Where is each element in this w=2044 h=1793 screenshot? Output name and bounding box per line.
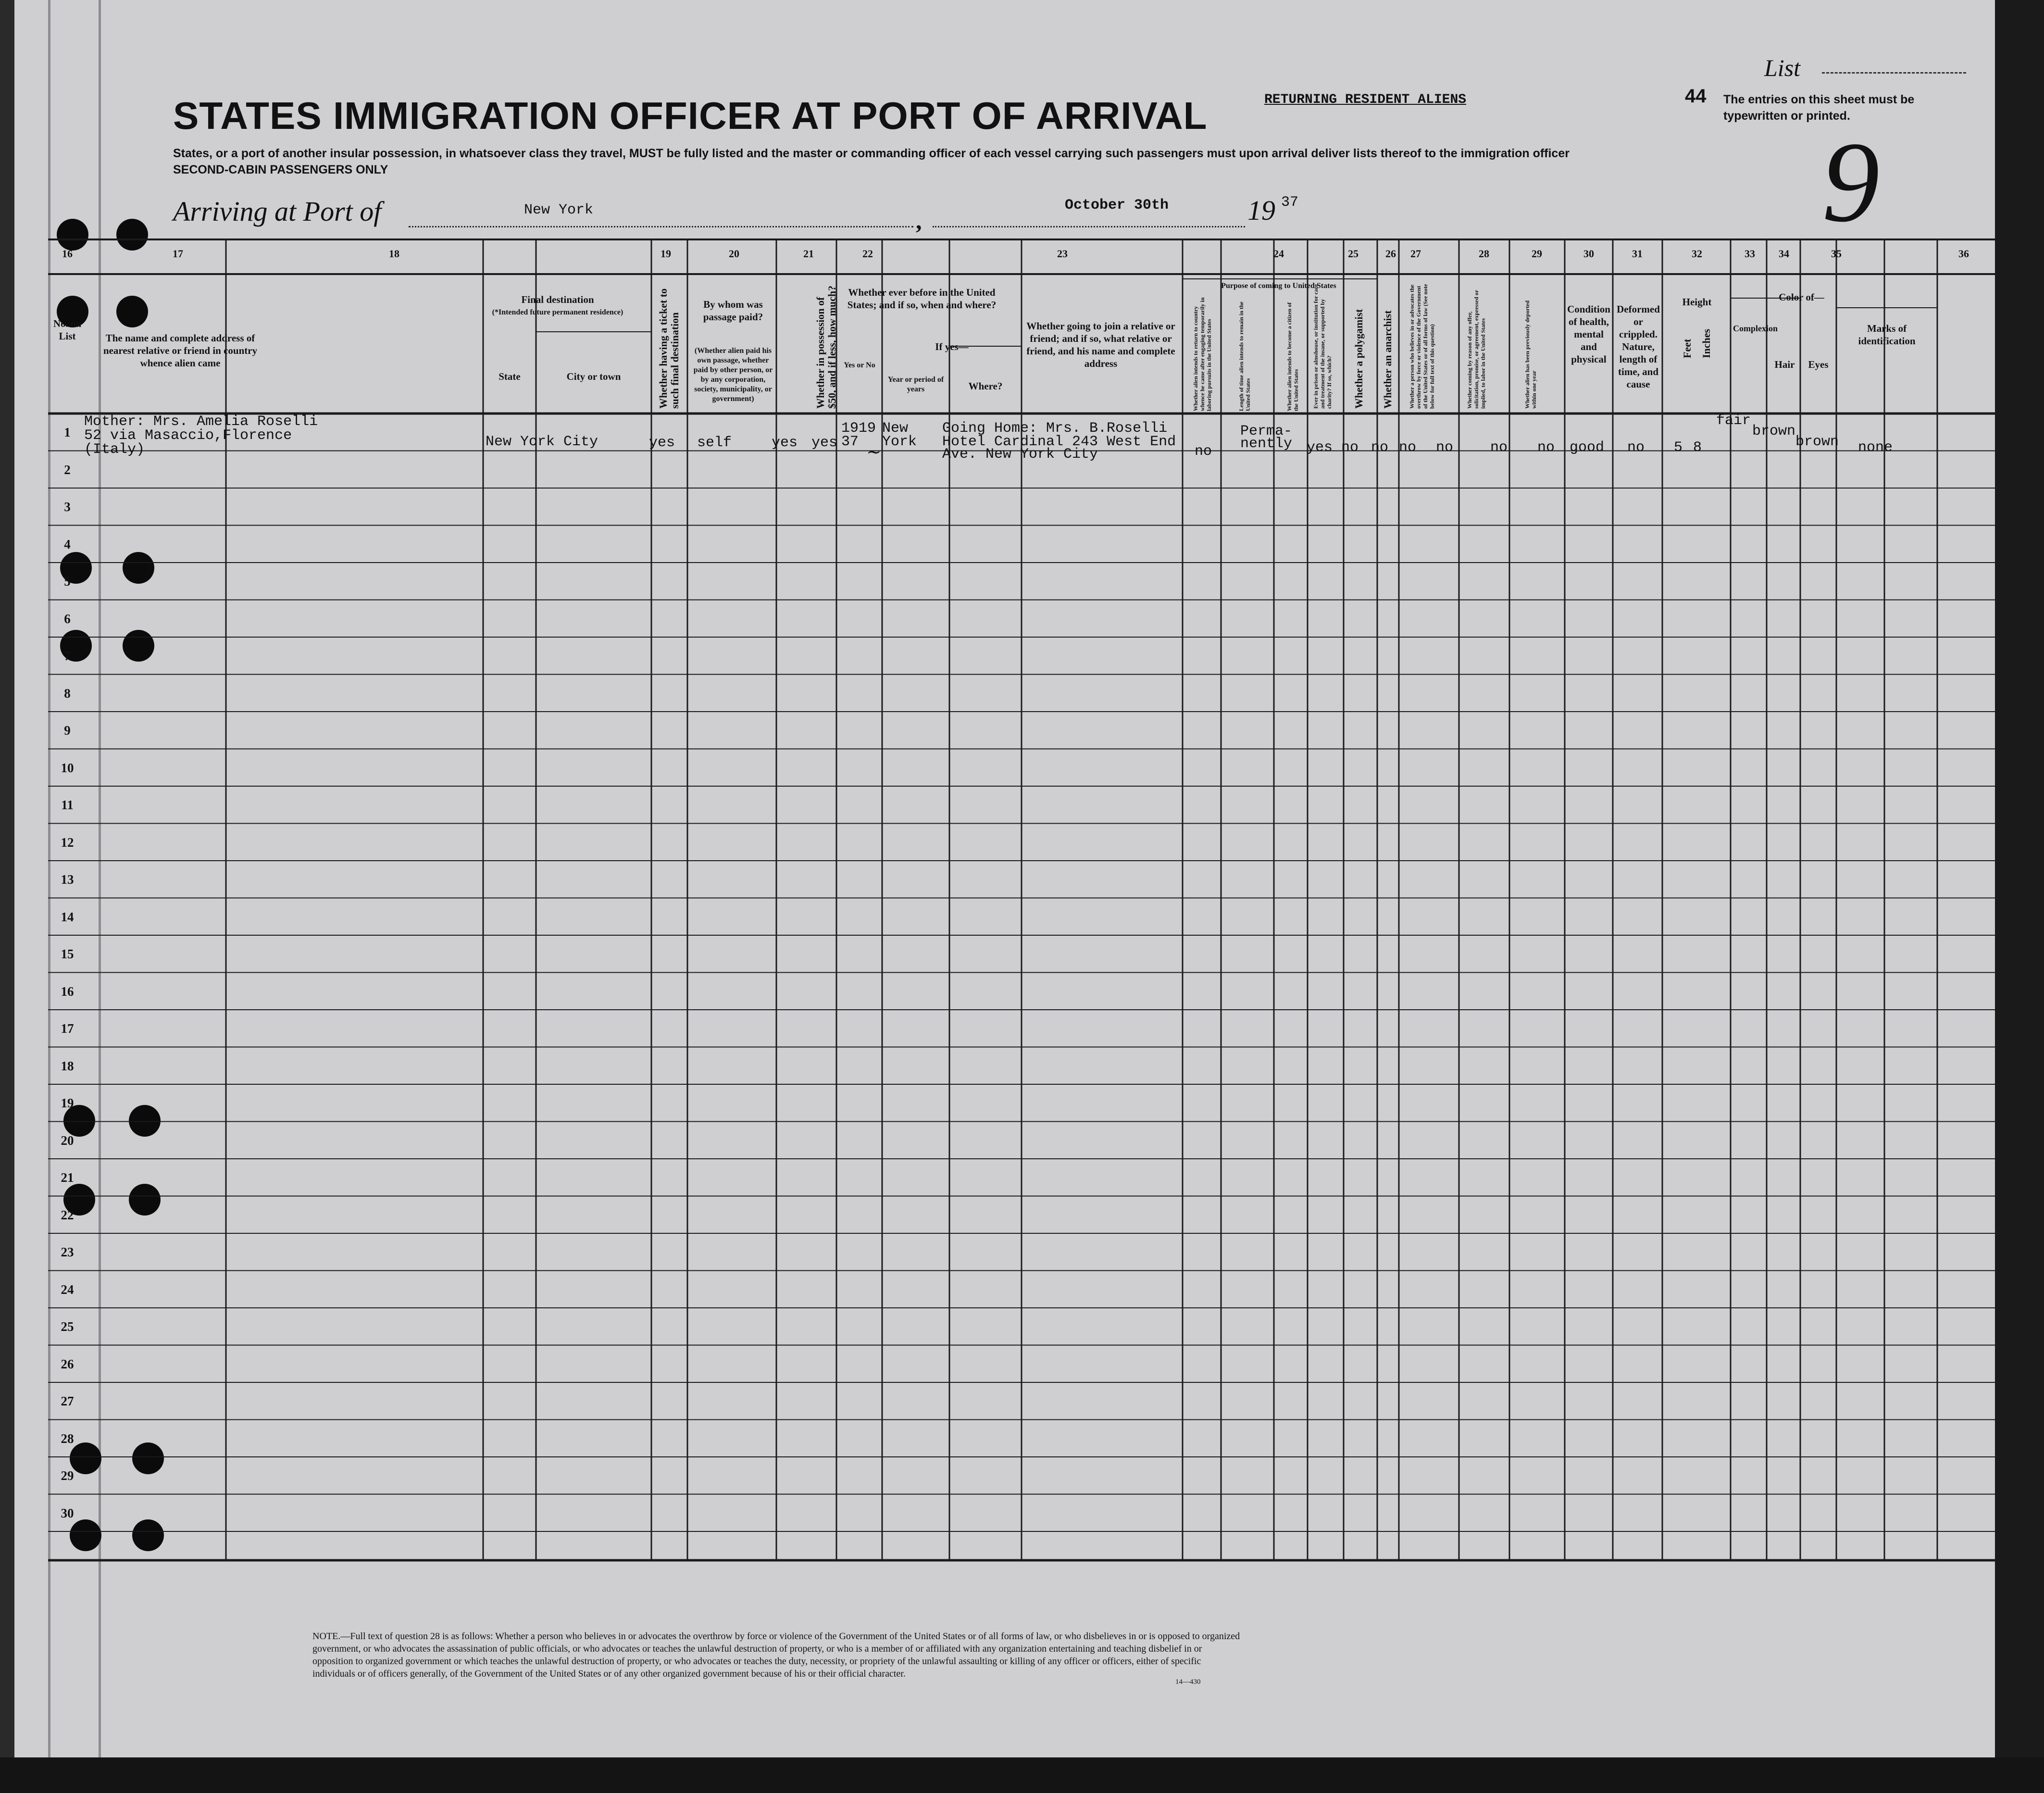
header-city: City or town [566, 371, 621, 382]
entry-anarchist: no [1399, 439, 1417, 456]
header-health: Condition of health, mental and physical [1567, 303, 1610, 365]
sheet-number: 44 [1685, 86, 1707, 107]
row-number: 27 [61, 1394, 74, 1408]
row-number: 13 [61, 872, 74, 887]
entry-prison: no [1341, 439, 1359, 456]
list-label: List [1764, 54, 1801, 81]
row-number: 6 [64, 611, 71, 626]
entry-join-line: Hotel Cardinal 243 West End [942, 434, 1176, 450]
column-number: 32 [1692, 248, 1702, 260]
header-ticket: Whether having a ticket to such final destination [657, 288, 681, 409]
column-number: 21 [803, 248, 814, 260]
header-contract: Whether coming by reason of any offer, solicitation, promise, or agreement, expressed or implied, to labor in the United States [1466, 290, 1486, 409]
row-number: 11 [61, 798, 74, 812]
form-number: 14—430 [1175, 1678, 1201, 1686]
header-yes-or-no: Yes or No [844, 361, 875, 369]
row-number: 21 [61, 1170, 74, 1185]
header-prison: Ever in prison or almshouse, or institution for care and treatment of the insane, or supported by charity? If so, which? [1312, 284, 1333, 409]
header-state: State [499, 371, 521, 382]
list-number-line [1822, 72, 1966, 74]
column-number: 31 [1632, 248, 1643, 260]
header-deported: Whether alien has been previously deported within one year [1524, 300, 1537, 409]
row-number: 1 [64, 425, 71, 439]
instructions-text [173, 145, 1639, 178]
entry-deformed: no [1627, 439, 1645, 456]
entry-citizen: yes [1307, 439, 1333, 456]
header-purpose-length: Length of time alien intends to remain in the United States [1238, 301, 1251, 411]
entry-feet: 5 [1674, 439, 1683, 456]
header-polygamist: Whether a polygamist [1353, 309, 1365, 409]
header-where: Where? [968, 380, 1003, 392]
entry-contract: no [1490, 439, 1508, 456]
column-number: 22 [862, 248, 873, 260]
row-number: 3 [64, 500, 71, 514]
entry-years: 37 [841, 434, 859, 450]
year-prefix: 19 [1247, 195, 1275, 226]
header-purpose-return: Whether alien intends to return to country whence he came after engaging temporarily in laboring pursuits in the United States [1192, 297, 1212, 411]
header-overthrow: Whether a person who believes in or advocates the overthrow by force or violence of the Government of the United States or of all forms of law (See note below for full text of this question) [1408, 284, 1435, 409]
header-final-destination-note: (*Intended future permanent residence) [492, 308, 623, 316]
entry-marks: none [1858, 439, 1893, 456]
entries-note: The entries on this sheet must be typewritten or printed. [1723, 93, 1915, 123]
entry-return-intent: no [1195, 443, 1212, 460]
port-line [409, 226, 913, 227]
column-number: 36 [1958, 248, 1969, 260]
date-value: October 30th [1065, 197, 1169, 213]
column-number: 30 [1583, 248, 1594, 260]
header-ever-before: Whether ever before in the United States; and if so, when and where? [847, 287, 997, 311]
entry-years: 1919 [841, 420, 876, 437]
column-number: 24 [1273, 248, 1284, 260]
header-deformed: Deformed or crippled. Nature, length of time, and cause [1617, 303, 1660, 390]
row-number: 30 [61, 1505, 74, 1520]
column-number: 26 [1385, 248, 1396, 260]
row-number: 4 [64, 537, 71, 552]
row-number: 7 [64, 649, 71, 663]
entry-inches: 8 [1693, 439, 1702, 456]
entry-ticket: yes [649, 435, 675, 451]
date-line [933, 226, 1245, 227]
entry-relative-line: (Italy) [84, 441, 145, 458]
row-number: 18 [61, 1058, 74, 1073]
row-number: 24 [61, 1282, 74, 1297]
header-possession: Whether in possession of $50, and if less, how much? [814, 285, 838, 409]
entry-where: New [882, 420, 909, 437]
row-number: 15 [61, 947, 74, 961]
instructions-line: States, or a port of another insular possession, in whatsoever class they travel, MUST be fully listed and the master or commanding officer of each vessel carrying such passengers must upon arrival deliver lists thereof to the immigration officer [173, 147, 1570, 160]
column-number: 28 [1479, 248, 1489, 260]
header-hair: Hair [1774, 359, 1795, 370]
header-marks: Marks of identification [1858, 323, 1916, 347]
handwritten-page-number: 9 [1822, 118, 1880, 246]
entry-complexion: fair [1716, 413, 1751, 429]
row-number: 17 [61, 1021, 74, 1036]
header-anarchist: Whether an anarchist [1382, 310, 1394, 409]
entry-passage: self [697, 435, 732, 451]
header-year-period: Year or period of years [887, 376, 944, 393]
row-number: 9 [64, 723, 71, 738]
entry-possession: yes [772, 435, 798, 451]
row-number: 19 [61, 1096, 74, 1110]
entry-relative-line: 52 via Masaccio,Florence [84, 427, 292, 444]
row-number: 23 [61, 1245, 74, 1259]
scan-border-bottom [0, 1757, 2044, 1793]
row-number: 2 [64, 462, 71, 477]
handwritten-mark: ∼ [865, 442, 880, 462]
row-number: 5 [64, 574, 71, 589]
entry-hair: brown [1752, 423, 1796, 439]
scan-border-right [1995, 0, 2044, 1793]
entry-deported: no [1537, 439, 1555, 456]
entry-where: York [882, 434, 917, 450]
column-number: 25 [1348, 248, 1359, 260]
row-number: 22 [61, 1207, 74, 1222]
row-number: 29 [61, 1468, 74, 1483]
entry-overthrow: no [1436, 439, 1454, 456]
column-number: 17 [173, 248, 183, 260]
row-number: 10 [61, 760, 74, 775]
header-relative-country: The name and complete address of nearest relative or friend in country whence alien came [103, 332, 258, 369]
entry-polygamist: no [1371, 439, 1389, 456]
column-number: 33 [1745, 248, 1755, 260]
row-number: 28 [61, 1431, 74, 1446]
column-number: 20 [729, 248, 739, 260]
row-number: 14 [61, 909, 74, 924]
page-title: STATES IMMIGRATION OFFICER AT PORT OF ARRIVAL [173, 94, 1208, 137]
separator: , [916, 207, 922, 234]
year-value: 37 [1281, 194, 1299, 211]
header-passage-note: (Whether alien paid his own passage, whether paid by other person, or by any corporation, society, municipality, or government) [693, 347, 773, 403]
column-number: 27 [1410, 248, 1421, 260]
entry-length: Perma- [1240, 423, 1293, 439]
row-number: 26 [61, 1356, 74, 1371]
entry-join-line: Going Home: Mrs. B.Roselli [942, 420, 1168, 437]
entry-ever-before: yes [811, 435, 838, 451]
column-number: 19 [661, 248, 671, 260]
entry-relative-line: Mother: Mrs. Amelia Roselli [84, 414, 318, 430]
entry-join-line: Ave. New York City [942, 446, 1098, 463]
header-final-destination: Final destination [521, 294, 594, 305]
port-value: New York [524, 202, 594, 218]
row-number: 12 [61, 835, 74, 850]
entry-length: nently [1240, 436, 1293, 452]
cabin-class-label: SECOND-CABIN PASSENGERS ONLY [173, 163, 388, 176]
row-number: 25 [61, 1319, 74, 1334]
column-number: 29 [1532, 248, 1542, 260]
row-number: 20 [61, 1133, 74, 1148]
header-purpose: Purpose of coming to United States [1221, 282, 1336, 290]
arriving-label: Arriving at Port of [173, 196, 382, 227]
scan-border-left [0, 0, 14, 1793]
header-passage: By whom was passage paid? [703, 299, 763, 323]
entry-health: good [1570, 439, 1605, 456]
row-number: 16 [61, 984, 74, 999]
row-number: 8 [64, 686, 71, 701]
header-eyes: Eyes [1808, 359, 1829, 370]
returning-aliens-label: RETURNING RESIDENT ALIENS [1264, 92, 1467, 107]
entry-eyes: brown [1795, 434, 1839, 450]
header-complexion: Complexion [1733, 324, 1778, 333]
header-if-yes: If yes— [935, 341, 969, 352]
footnote: NOTE.—Full text of question 28 is as follows: Whether a person who believes in or advocates the overthrow by force or violence of the Government of the United States or of all forms of law, or who disbelieves in or is opposed to organized government, or who advocates the assassination of public officials, or who advocates or teaches the unlawful destruction of property, or who is a member of or affiliated with any organization entertaining and teaching disbelief in or opposition to organized government or which teaches the unlawful destruction of property, or who advocates or teaches the duty, necessity, or propriety of the unlawful assaulting or killing of any officer or officers, either of specific individuals or of officers generally, of the Government of the United States or of any other organized government because of his or their official character. [312, 1631, 1240, 1679]
header-color-of: Color of— [1779, 291, 1824, 303]
entry-destination: New York City [486, 434, 598, 450]
column-number: 35 [1831, 248, 1842, 260]
column-number: 18 [389, 248, 399, 260]
header-purpose-citizen: Whether alien intends to become a citizen of the United States [1286, 302, 1299, 411]
header-height: Height [1682, 296, 1712, 308]
column-number: 23 [1057, 248, 1068, 260]
column-number: 34 [1779, 248, 1789, 260]
header-join-relative: Whether going to join a relative or friend; and if so, what relative or friend, and his name and complete address [1026, 320, 1175, 369]
header-inches: Inches [1700, 328, 1712, 358]
header-feet: Feet [1681, 339, 1693, 358]
header-no-on-list: No. on List [53, 318, 82, 342]
column-number: 16 [62, 248, 73, 260]
